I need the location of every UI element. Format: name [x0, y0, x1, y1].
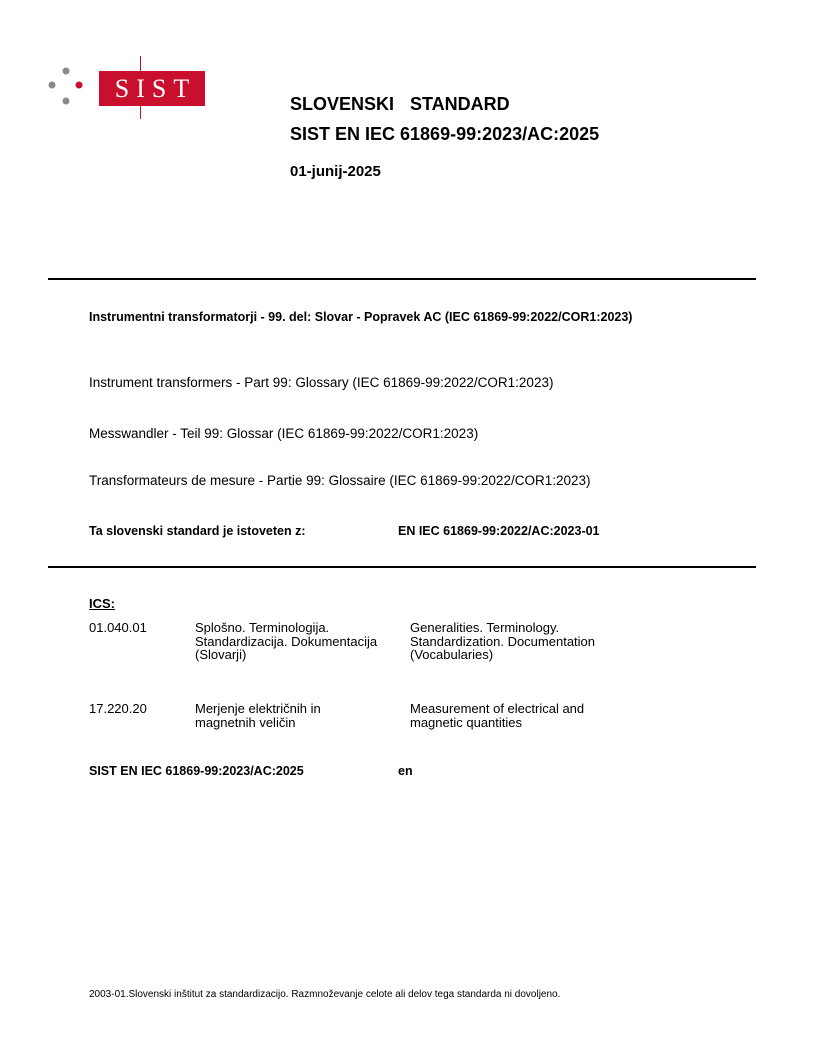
logo-text: SIST	[114, 73, 197, 103]
divider-bottom	[48, 566, 756, 568]
ics-description-en: Measurement of electrical and magnetic quantities	[410, 701, 585, 730]
logo-dot	[63, 98, 70, 105]
ics-code: 17.220.20	[89, 701, 147, 716]
standard-date: 01-junij-2025	[290, 163, 381, 180]
sist-logo	[99, 71, 205, 106]
title-french: Transformateurs de mesure - Partie 99: Glossaire (IEC 61869-99:2022/COR1:2023)	[89, 473, 591, 488]
ics-code: 01.040.01	[89, 620, 147, 635]
divider-top	[48, 278, 756, 280]
logo-dot	[76, 82, 83, 89]
ics-heading: ICS:	[89, 596, 115, 611]
footer-standard-code: SIST EN IEC 61869-99:2023/AC:2025	[89, 764, 304, 778]
ics-description-sl: Splošno. Terminologija. Standardizacija. Dokumentacija (Slovarji)	[195, 620, 378, 662]
title-english: Instrument transformers - Part 99: Glossary (IEC 61869-99:2022/COR1:2023)	[89, 375, 554, 390]
logo-dot	[49, 82, 56, 89]
identical-value: EN IEC 61869-99:2022/AC:2023-01	[398, 524, 600, 538]
copyright-notice: 2003-01.Slovenski inštitut za standardizacijo. Razmnoževanje celote ali delov tega standarda ni dovoljeno.	[89, 989, 561, 1000]
logo-dot	[63, 68, 70, 75]
title-german: Messwandler - Teil 99: Glossar (IEC 61869-99:2022/COR1:2023)	[89, 426, 479, 441]
identical-label: Ta slovenski standard je istoveten z:	[89, 524, 306, 538]
logo-dots-icon	[46, 66, 86, 110]
standard-code: SIST EN IEC 61869-99:2023/AC:2025	[290, 124, 600, 144]
standard-label: SLOVENSKI STANDARD	[290, 94, 510, 114]
ics-description-en: Generalities. Terminology. Standardization. Documentation (Vocabularies)	[410, 620, 596, 662]
footer-language: en	[398, 764, 413, 778]
title-slovenian: Instrumentni transformatorji - 99. del: Slovar - Popravek AC (IEC 61869-99:2022/COR1:2023)	[89, 310, 633, 324]
ics-description-sl: Merjenje električnih in magnetnih veličin	[195, 701, 321, 730]
